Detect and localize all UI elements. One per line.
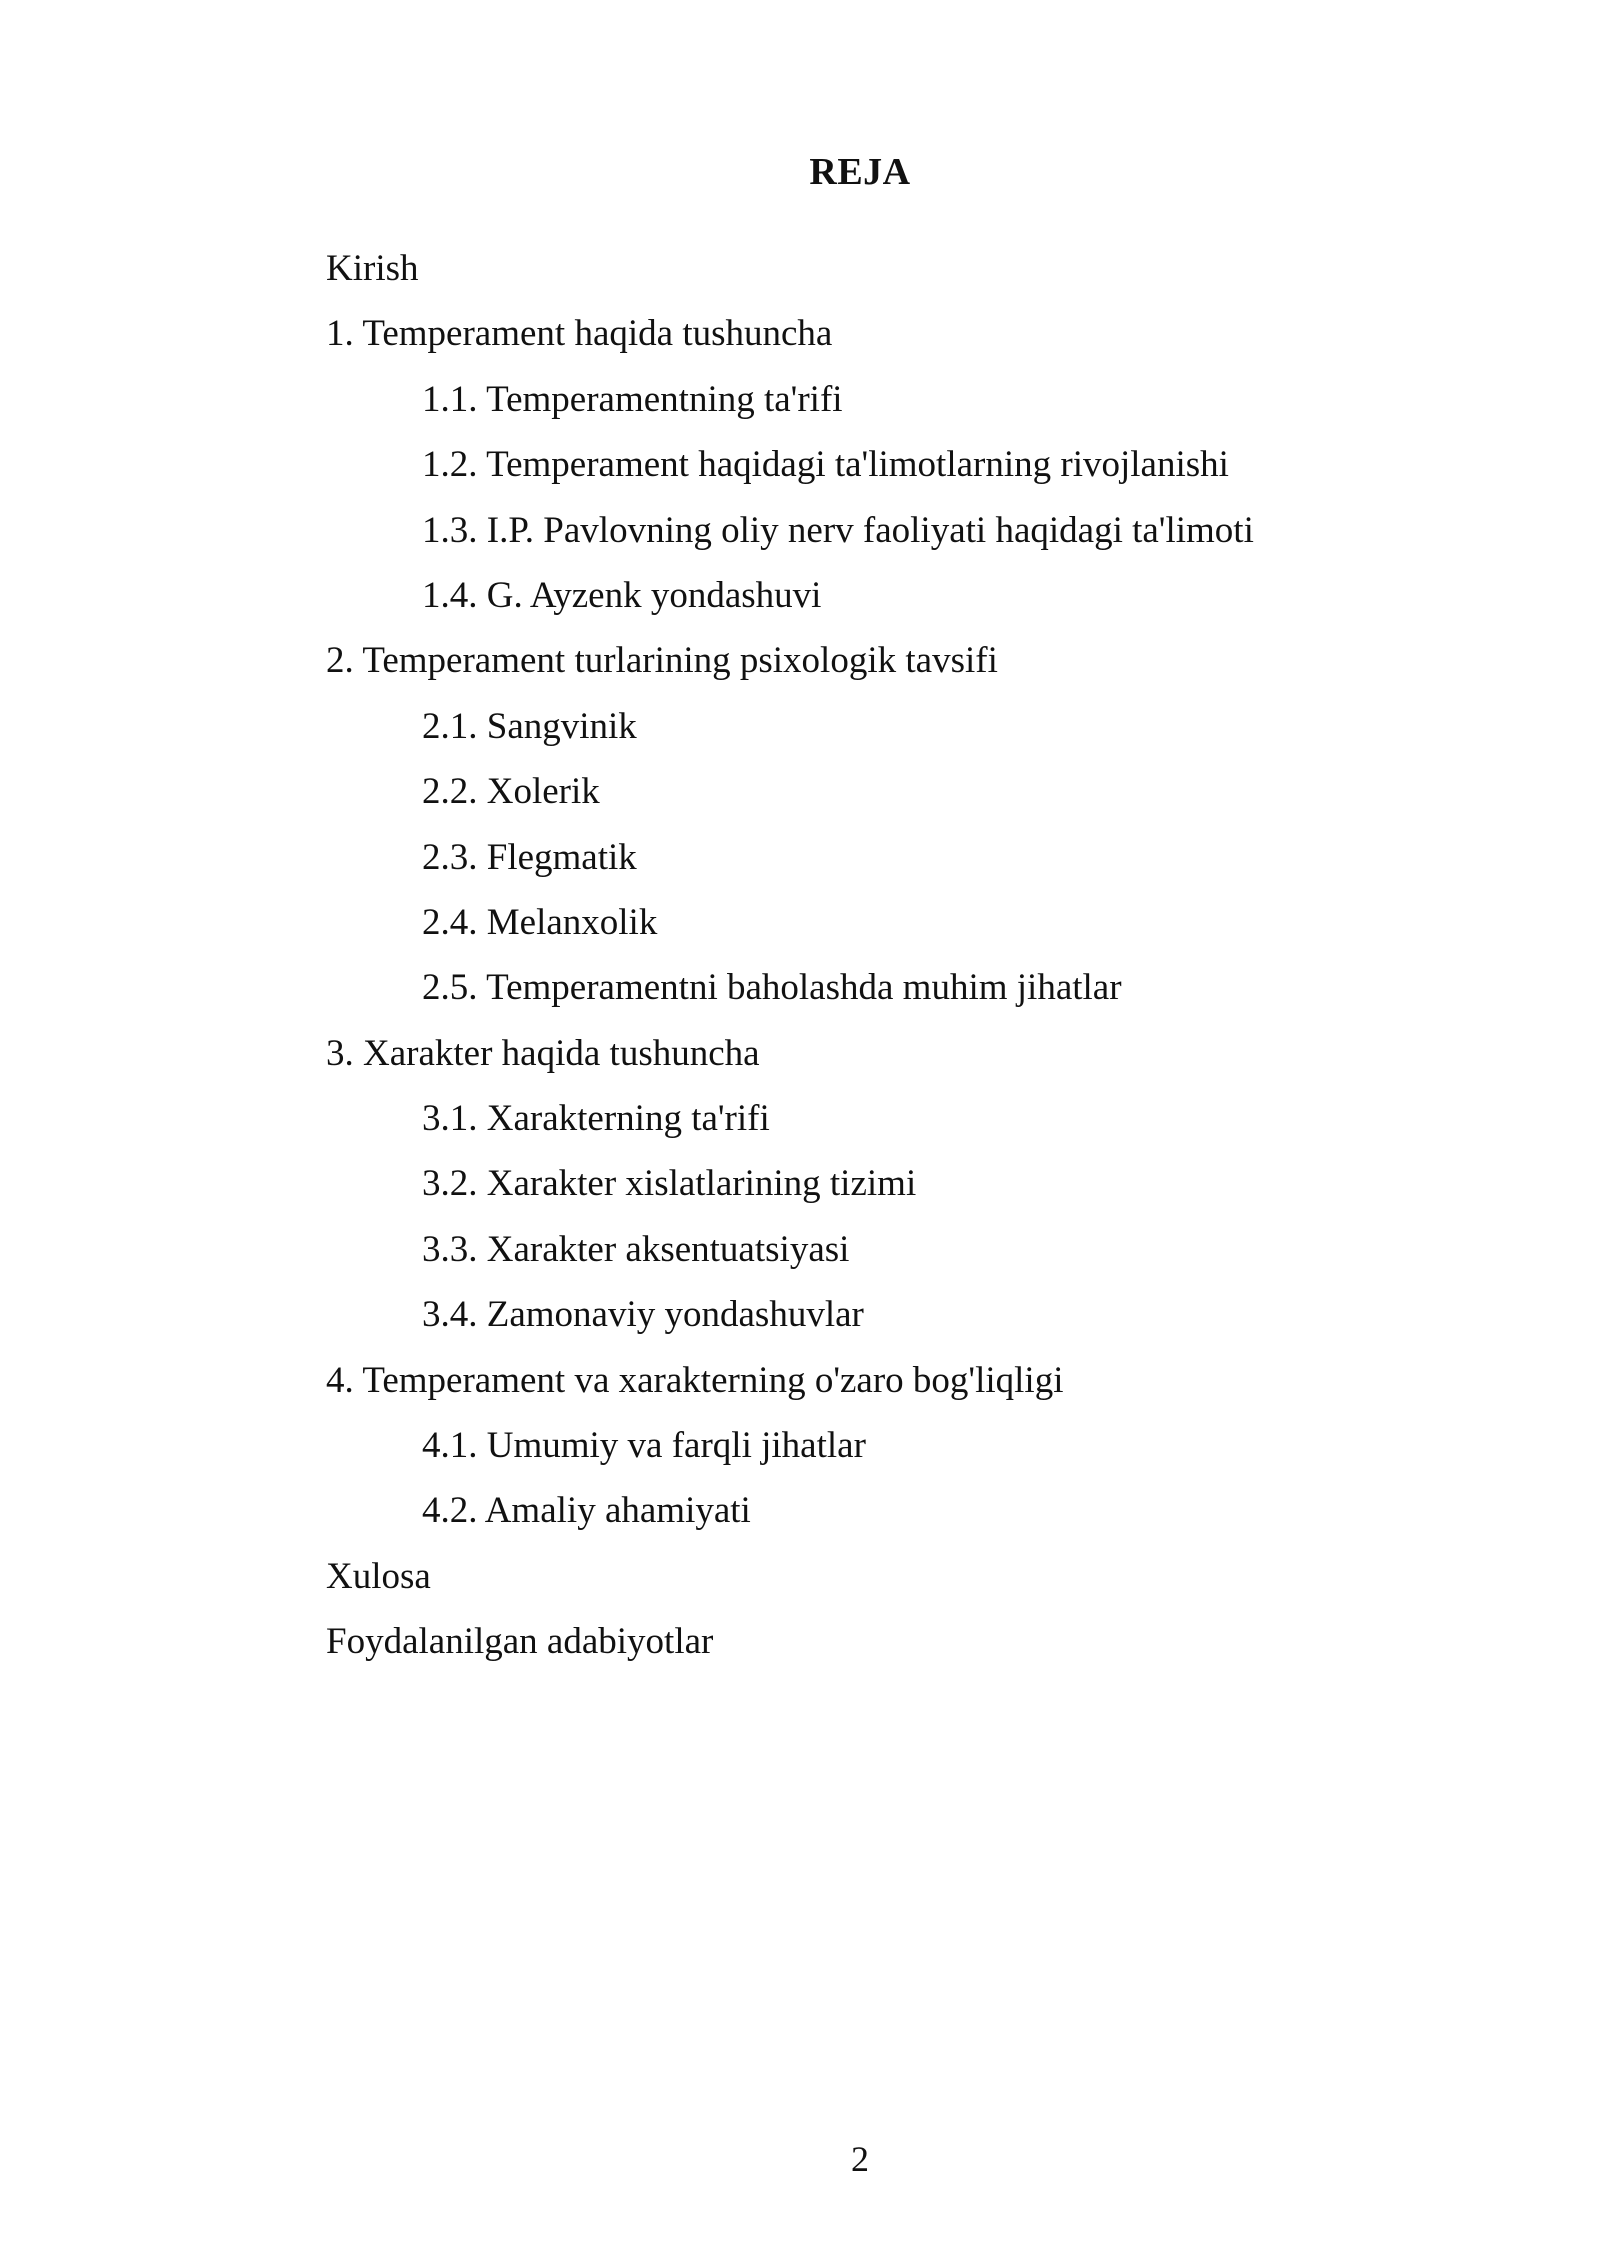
toc-item-section-1-3: 1.3. I.P. Pavlovning oliy nerv faoliyati haqidagi ta'limoti <box>422 509 1254 551</box>
toc-item-section-1-2: 1.2. Temperament haqidagi ta'limotlarning rivojlanishi <box>422 444 1229 486</box>
toc-item-section-3-3: 3.3. Xarakter aksentuatsiyasi <box>422 1228 850 1270</box>
toc-item-section-2-2: 2.2. Xolerik <box>422 771 600 813</box>
table-of-contents <box>326 245 1254 1684</box>
toc-item-section-3: 3. Xarakter haqida tushuncha <box>326 1032 760 1074</box>
toc-item-introduction: Kirish <box>326 248 419 289</box>
toc-item-section-2-1: 2.1. Sangvinik <box>422 705 637 747</box>
toc-item-section-3-4: 3.4. Zamonaviy yondashuvlar <box>422 1294 864 1336</box>
toc-item-section-2-4: 2.4. Melanxolik <box>422 901 658 943</box>
page-number: 2 <box>851 2139 869 2179</box>
toc-item-section-4: 4. Temperament va xarakterning o'zaro bog'liqligi <box>326 1359 1064 1401</box>
toc-item-section-2: 2. Temperament turlarining psixologik tavsifi <box>326 640 998 682</box>
toc-item-conclusion: Xulosa <box>326 1555 431 1597</box>
toc-item-section-3-1: 3.1. Xarakterning ta'rifi <box>422 1098 770 1140</box>
toc-item-section-4-1: 4.1. Umumiy va farqli jihatlar <box>422 1425 866 1467</box>
page-title: REJA <box>809 151 911 193</box>
toc-item-section-4-2: 4.2. Amaliy ahamiyati <box>422 1490 751 1532</box>
toc-item-section-2-5: 2.5. Temperamentni baholashda muhim jihatlar <box>422 967 1122 1009</box>
toc-item-section-1-1: 1.1. Temperamentning ta'rifi <box>422 378 843 420</box>
toc-item-section-1-4: 1.4. G. Ayzenk yondashuvi <box>422 574 822 616</box>
toc-item-references: Foydalanilgan adabiyotlar <box>326 1621 714 1663</box>
toc-item-section-1: 1. Temperament haqida tushuncha <box>326 313 833 355</box>
toc-item-section-2-3: 2.3. Flegmatik <box>422 836 637 878</box>
toc-item-section-3-2: 3.2. Xarakter xislatlarining tizimi <box>422 1163 917 1205</box>
